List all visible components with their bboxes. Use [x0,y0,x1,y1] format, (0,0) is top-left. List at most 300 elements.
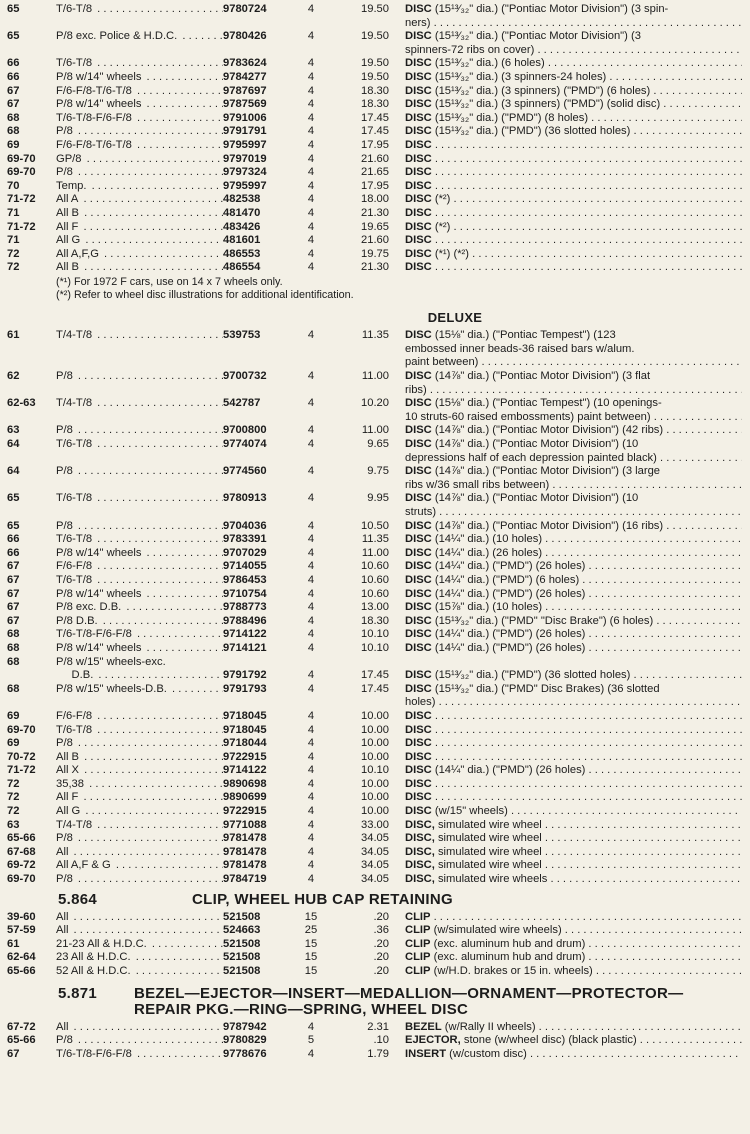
part-number: 9890699 [223,791,267,804]
quantity: 4 [307,533,315,546]
part-number: 9704036 [223,519,267,532]
item-name: CLIP [405,951,431,964]
description-line [405,452,742,466]
year-cell: 63 [7,424,20,437]
application-text: P/8 w/15" wheels-exc. [56,655,166,668]
part-row [0,397,750,424]
part-row [0,71,750,85]
item-name: DISC [405,573,432,586]
part-number: 9771088 [223,818,267,831]
part-number: 521508 [223,951,261,964]
description-text: (*²) [434,220,451,233]
section-title-line-1: BEZEL—EJECTOR—INSERT—MEDALLION—ORNAMENT—PROTECTOR— [134,984,684,1002]
application-cell [56,166,223,180]
description-text: (15⅛" dia.) ("Pontiac Tempest") (123 [434,329,616,342]
year-cell: 66 [7,70,20,83]
description-line [405,951,742,965]
description-line [405,669,742,683]
part-row [0,628,750,642]
year-cell: 67-72 [7,1020,36,1033]
description-text: depressions half of each depression painted black) [405,451,657,464]
part-row [0,805,750,819]
year-cell: 70 [7,179,20,192]
description-line [405,221,742,235]
year-cell: 67 [7,587,20,600]
description-line [405,1021,742,1035]
description-line [405,343,742,357]
application-cell [56,656,223,670]
description-line [405,112,742,126]
part-number: 9781478 [223,845,267,858]
price: 10.10 [361,628,389,641]
quantity: 4 [307,220,315,233]
part-row [0,370,750,397]
description [405,329,750,370]
part-number: 9714122 [223,628,267,641]
year-cell: 66 [7,57,20,70]
price: .20 [373,965,389,977]
quantity: 4 [307,438,315,451]
part-row [0,3,750,30]
description [405,832,750,846]
application-text: T/6-T/8 [56,3,93,15]
description-line [405,642,742,656]
application-text: P/8 w/14" wheels [56,546,142,559]
item-name: DISC [405,438,432,451]
quantity: 4 [307,138,315,151]
item-name: CLIP [405,924,431,937]
description-line [405,873,742,887]
application-cell [56,465,223,479]
price: 19.75 [361,247,389,260]
part-number: 9714055 [223,560,267,573]
part-number: 9787697 [223,84,267,97]
description-text: holes) [405,696,436,709]
description [405,911,750,925]
description-text: stone (w/wheel disc) (black plastic) [463,1034,637,1047]
description [405,261,750,275]
price: 9.95 [367,492,389,505]
description-text: (15¹³⁄₃₂" dia.) (3 spinners-24 holes) [434,70,607,83]
part-row [0,112,750,126]
year-cell: 70-72 [7,750,36,763]
application-text: P/8 [56,166,73,179]
description-text: (14¼" dia.) (10 holes) [434,533,543,546]
description-line [405,424,742,438]
application-text: P/8 [56,1034,73,1047]
price: .20 [373,937,389,950]
quantity: 15 [304,965,318,977]
description-line [405,384,742,398]
part-row [0,601,750,615]
price: 10.20 [361,397,389,410]
part-number: 9700732 [223,370,267,383]
quantity: 4 [307,601,315,614]
description-text: struts) [405,506,437,518]
description-text: simulated wire wheels [437,873,548,886]
description [405,547,750,561]
price: 11.35 [361,533,389,546]
year-cell: 68 [7,125,20,138]
quantity: 4 [307,179,315,192]
item-name: DISC [405,84,432,97]
application-cell [56,601,223,615]
quantity: 4 [307,614,315,627]
part-number: 486554 [223,261,261,274]
description [405,642,750,656]
part-number: 9783624 [223,57,267,70]
price: 21.65 [361,166,389,179]
footnotes [0,276,750,302]
application-cell [56,370,223,384]
quantity: 4 [307,125,315,138]
application-cell [56,3,223,17]
description-line [405,17,742,31]
quantity: 4 [307,166,315,179]
price: 11.00 [361,546,389,559]
part-number: 9788773 [223,601,267,614]
year-cell: 57-59 [7,924,36,937]
description [405,628,750,642]
description-line [405,397,742,411]
description [405,57,750,71]
description-line [405,924,742,938]
section-title-line-2: REPAIR PKG.—RING—SPRING, WHEEL DISC [134,1000,469,1018]
description-line [405,574,742,588]
description-text: (15⅛" dia.) ("Pontiac Tempest") (10 openings- [434,397,662,410]
year-cell: 62-64 [7,951,36,964]
application-cell [56,791,223,805]
description [405,71,750,85]
description-line [405,438,742,452]
description-line [405,166,742,180]
application-cell [56,924,223,938]
description-text: (15¹³⁄₃₂" dia.) (3 spinners) ("PMD") (solid disc) [434,98,661,111]
application-text: Temp. [56,179,87,192]
description [405,112,750,126]
price: 18.30 [361,98,389,111]
year-cell: 69 [7,737,20,750]
standard-disc-group [0,0,750,275]
description [405,574,750,588]
year-cell: 64 [7,438,20,451]
year-cell: 69-70 [7,166,36,179]
description-line [405,139,742,153]
description-line [405,85,742,99]
part-number: 9700800 [223,424,267,437]
description-line [405,628,742,642]
description-line [405,180,742,194]
part-number: 9797019 [223,152,267,165]
part-row [0,642,750,656]
description-text: (14¼" dia.) ("PMD") (26 holes) [434,587,586,600]
quantity: 4 [307,682,315,695]
price: 9.75 [367,465,389,478]
application-text: P/8 w/14" wheels [56,98,142,111]
application-text: T/6-T/8 [56,533,93,546]
part-number: 9784277 [223,70,267,83]
part-row [0,724,750,738]
description-text: (15¹³⁄₃₂" dia.) ("PMD" Disc Brakes) (36 slotted [434,682,660,695]
description-line [405,601,742,615]
description [405,85,750,99]
quantity: 4 [307,777,315,790]
year-cell: 67 [7,560,20,573]
application-cell [56,221,223,235]
description-text: (exc. aluminum hub and drum) [433,937,586,950]
application-text: T/6-T/8-F/6-F/8 [56,628,132,641]
description-line [405,965,742,979]
price: 10.00 [361,805,389,818]
part-row [0,819,750,833]
item-name: DISC, [405,859,435,872]
part-number: 9714121 [223,641,267,654]
part-row [0,85,750,99]
application-cell [56,1034,223,1048]
part-number: 9718044 [223,737,267,750]
item-name: DISC [405,98,432,111]
application-text: P/8 exc. Police & H.D.C. [56,30,178,43]
year-cell: 67 [7,1047,20,1060]
application-text: All B [56,206,80,219]
price: 19.50 [361,57,389,70]
price: 10.60 [361,560,389,573]
item-name: BEZEL [405,1020,442,1033]
part-number: 9774560 [223,465,267,478]
description [405,248,750,262]
price: 10.00 [361,723,389,736]
part-row [0,669,750,683]
description [405,1021,750,1035]
part-number: 9774074 [223,438,267,451]
application-cell [56,628,223,642]
application-cell [56,710,223,724]
price: 10.60 [361,587,389,600]
item-name: DISC, [405,818,435,831]
description-line [405,683,742,697]
item-name: DISC [405,777,432,790]
part-row [0,520,750,534]
application-text: T/4-T/8 [56,818,93,831]
section-number: 5.864 [58,890,98,908]
application-cell [56,438,223,452]
description [405,3,750,30]
application-cell [56,846,223,860]
description [405,139,750,153]
item-name: DISC [405,723,432,736]
part-number: 9780426 [223,30,267,43]
year-cell: 67 [7,614,20,627]
description-line [405,57,742,71]
description-line [405,153,742,167]
application-cell [56,520,223,534]
description-text: (14¼" dia.) (26 holes) [434,546,543,559]
year-cell: 71-72 [7,193,36,206]
part-number: 9714122 [223,764,267,777]
year-cell: 69 [7,709,20,722]
description [405,778,750,792]
part-number: 9791791 [223,125,267,138]
description-line [405,479,742,493]
quantity: 4 [307,764,315,777]
application-cell [56,737,223,751]
application-text: T/4-T/8 [56,397,93,410]
part-row [0,1048,750,1062]
application-cell [56,85,223,99]
part-row [0,234,750,248]
quantity: 4 [307,98,315,111]
quantity: 4 [307,1020,315,1033]
description-line [405,506,742,520]
price: 21.30 [361,261,389,274]
application-cell [56,261,223,275]
description [405,125,750,139]
part-number: 9718045 [223,723,267,736]
item-name: DISC [405,30,432,43]
application-cell [56,533,223,547]
section-5-864-header [0,892,750,908]
item-name: DISC, [405,873,435,886]
item-name: DISC [405,628,432,641]
price: 11.00 [361,424,389,437]
quantity: 4 [307,791,315,804]
item-name: DISC [405,370,432,383]
description-text: (15¹³⁄₃₂" dia.) (3 spinners) ("PMD") (6 holes) [434,84,651,97]
application-text: P/8 w/15" wheels-D.B. [56,682,167,695]
description [405,846,750,860]
price: 17.45 [361,682,389,695]
application-cell [56,683,223,697]
application-cell [56,669,223,683]
description-line [405,411,742,425]
item-name: DISC [405,179,432,192]
item-name: DISC [405,709,432,722]
application-text: T/6-T/8 [56,573,93,586]
item-name: DISC [405,641,432,654]
price: 10.10 [361,641,389,654]
quantity: 4 [307,1047,315,1060]
description-line [405,125,742,139]
description-text: (w/15" wheels) [434,805,508,818]
quantity: 4 [307,628,315,641]
description-line [405,465,742,479]
year-cell: 68 [7,682,20,695]
price: 18.30 [361,614,389,627]
part-number: 9788496 [223,614,267,627]
description-text: (14⅞" dia.) ("Pontiac Motor Division") (16 ribs) [434,519,664,532]
part-number: 482538 [223,193,261,206]
application-cell [56,98,223,112]
quantity: 4 [307,84,315,97]
application-text: All [56,845,69,858]
price: 34.05 [361,873,389,886]
application-cell [56,329,223,343]
item-name: DISC [405,750,432,763]
part-row [0,588,750,602]
item-name: DISC [405,601,432,614]
description-text: (15¹³⁄₃₂" dia.) (6 holes) [434,57,545,70]
description-text: simulated wire wheel [437,845,542,858]
part-row [0,329,750,370]
part-row [0,180,750,194]
quantity: 4 [307,329,315,342]
quantity: 4 [307,845,315,858]
item-name: DISC [405,465,432,478]
description [405,1034,750,1048]
part-row [0,938,750,952]
year-cell: 67 [7,98,20,111]
item-name: DISC [405,111,432,124]
quantity: 4 [307,370,315,383]
part-number: 9890698 [223,777,267,790]
application-cell [56,642,223,656]
application-text: P/8 [56,424,73,437]
application-cell [56,805,223,819]
price: 17.45 [361,125,389,138]
application-text: F/6-F/8 [56,560,93,573]
year-cell: 69-70 [7,152,36,165]
quantity: 4 [307,832,315,845]
description-line [405,533,742,547]
year-cell: 71 [7,234,20,247]
description-text: (w/simulated wire wheels) [433,924,562,937]
year-cell: 72 [7,261,20,274]
part-number: 483426 [223,220,261,233]
part-row [0,465,750,492]
application-text: All A [56,193,79,206]
application-cell [56,207,223,221]
part-number: 9783391 [223,533,267,546]
description-line [405,234,742,248]
price: 21.60 [361,152,389,165]
application-text: P/8 exc. D.B. [56,601,122,614]
price: 11.35 [361,329,389,342]
description-line [405,261,742,275]
application-cell [56,193,223,207]
application-cell [56,180,223,194]
application-text: P/8 [56,370,73,383]
item-name: DISC [405,125,432,138]
quantity: 4 [307,193,315,206]
description-line [405,791,742,805]
year-cell: 63 [7,818,20,831]
description-text: embossed inner beads-36 raised bars w/alum. [405,342,635,355]
part-number: 9797324 [223,166,267,179]
application-text: P/8 [56,465,73,478]
description-text: (14¼" dia.) ("PMD") (6 holes) [434,573,580,586]
price: 1.79 [367,1047,389,1060]
description-text: (14¼" dia.) ("PMD") (26 holes) [434,628,586,641]
description-line [405,71,742,85]
description [405,601,750,615]
application-text: P/8 [56,519,73,532]
year-cell: 62 [7,370,20,383]
application-text: P/8 [56,125,73,138]
description [405,193,750,207]
item-name: DISC [405,519,432,532]
part-row [0,859,750,873]
part-row [0,438,750,465]
application-text: P/8 w/14" wheels [56,587,142,600]
part-row [0,153,750,167]
year-cell: 61 [7,329,20,342]
part-row [0,710,750,724]
description [405,965,750,979]
price: 33.00 [361,818,389,831]
part-row [0,656,750,670]
year-cell: 65 [7,519,20,532]
application-text: All F [56,791,79,804]
